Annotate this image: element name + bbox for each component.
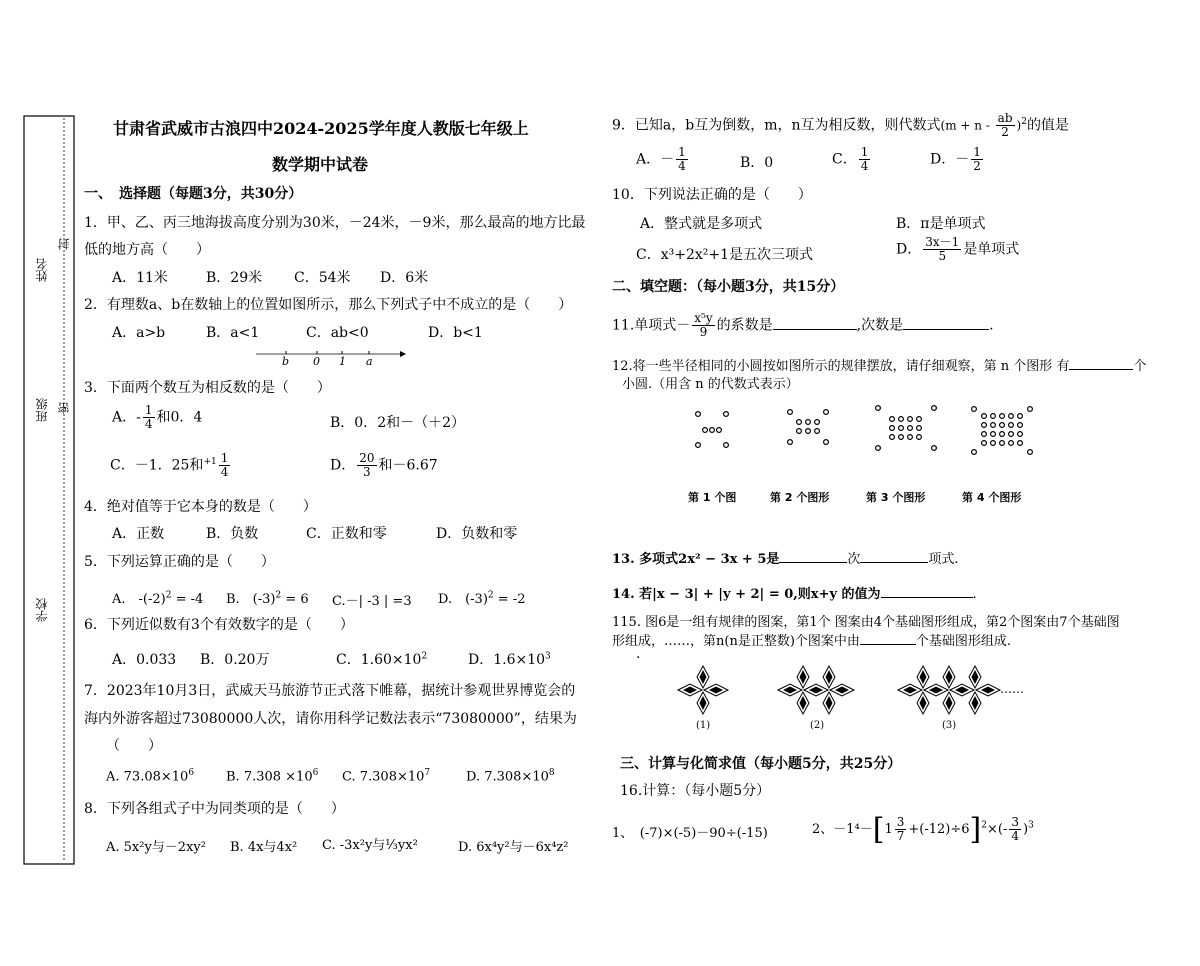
q9-d-num: 1 (973, 145, 981, 159)
q9-stem-pre: 9．已知a，b互为倒数，m，n互为相反数，则代数式 (612, 117, 941, 134)
q12-line1-text: 12.将一些半径相同的小圆按如图所示的规律摆放，请仔细观察，第 n 个图形 有 (612, 359, 1070, 374)
q13-pre: 13. 多项式2x² − 3x + 5是 (612, 552, 780, 567)
q5-option-a (112, 588, 203, 607)
q6-c-exp: 2 (421, 651, 428, 662)
diamond-group-2 (778, 666, 854, 714)
q3-a-rest: 和0．4 (156, 409, 203, 426)
q5-b-rest: = 6 (281, 592, 309, 607)
q10-d-num: 3x－1 (925, 235, 960, 249)
q15-line1: 115. 图6是一组有规律的图案，第1个 图案由4个基础图形组成，第2个图案由7个基础图 (612, 615, 1120, 630)
page-subtitle: 数学期中试卷 (272, 155, 369, 174)
q3-c-sign: +1 (203, 456, 217, 467)
q12-caption-4: 第 4 个图形 (962, 491, 1022, 504)
q9-stem-post: 的值是 (1026, 117, 1069, 134)
q15-line2-pre: 形组成，……，第n(n是正整数)个图案中由 (612, 634, 860, 649)
q16-p2-tden: 4 (1011, 829, 1019, 843)
q6-c-base: C．1.60×10 (336, 652, 422, 668)
q16-p2-tail-fraction (1009, 816, 1021, 843)
q5-b-base: B. (-3) (226, 592, 276, 607)
q12-line1 (612, 355, 1146, 374)
q3-option-d (330, 452, 438, 479)
q7-a-base: A. 73.08×10 (106, 769, 189, 785)
q11-end: . (989, 317, 994, 334)
pattern-2 (788, 410, 829, 445)
q7-line1: 7．2023年10月3日，武威天马旅游节正式落下帷幕，据统计参观世界博览会的 (84, 683, 576, 699)
q8-option-d: D. 6x⁴y²与－6x⁴z² (458, 840, 569, 855)
q8-option-c: C. -3x²y与⅓yx² (322, 838, 418, 853)
section-1-heading: 一、 选择题（每题3分，共30分） (84, 186, 303, 202)
q4-stem: 4．绝对值等于它本身的数是（ ） (84, 499, 317, 515)
q9-option-d (930, 146, 985, 173)
q4-option-c: C．正数和零 (306, 526, 387, 542)
q16-p2-num: 3 (896, 815, 905, 829)
q9-c-fraction (859, 146, 871, 173)
q6-option-d (468, 649, 551, 669)
q16-p2-fraction (895, 816, 907, 843)
q16-part-2 (812, 812, 1034, 847)
q11-pre: 11.单项式－ (612, 317, 691, 334)
q13-end: 项式. (928, 552, 959, 567)
q7-option-a (106, 768, 194, 784)
q11-mid: 的系数是 (716, 317, 773, 334)
q7-b-base: B. 7.308 ×10 (226, 769, 313, 785)
q15-blank[interactable] (860, 644, 916, 645)
q10-option-d (896, 236, 1019, 263)
q7-c-base: C. 7.308×10 (342, 769, 425, 785)
pattern-1 (696, 412, 729, 448)
axis-label-0: 0 (313, 355, 320, 368)
q6-option-c (336, 649, 427, 669)
q5-d-rest: = -2 (493, 592, 526, 607)
q16-left-bracket: [ (872, 812, 885, 847)
q12-caption-1: 第 1 个图 (688, 491, 737, 504)
q9-c-den: 4 (860, 159, 869, 173)
q3-a-sign: - (136, 409, 141, 426)
q3-a-prefix: A． (112, 409, 137, 426)
q4-option-d: D．负数和零 (436, 526, 518, 542)
q9-option-a (636, 146, 690, 173)
q5-stem: 5．下列运算正确的是（ ） (84, 554, 275, 570)
q9-expr-num: ab (997, 111, 1013, 125)
q12-caption-3: 第 3 个图形 (866, 491, 926, 504)
q15-dot: . (636, 646, 641, 662)
q1-line1: 1．甲、乙、丙三地海拔高度分别为30米，－24米，－9米，那么最高的地方比最 (84, 215, 586, 231)
q13-blank-degree[interactable] (779, 562, 847, 563)
q4-option-b: B．负数 (206, 526, 259, 542)
q11-mid2: ,次数是 (856, 317, 904, 334)
q6-d-base: D．1.6×10 (468, 652, 546, 668)
class-label: 班级 (35, 398, 49, 422)
q13-blank-terms[interactable] (860, 562, 928, 563)
q3-option-a (112, 404, 202, 431)
q1-option-c: C．54米 (294, 270, 351, 286)
q3-d-prefix: D． (330, 457, 356, 474)
q3-a-fraction (143, 404, 155, 431)
q3-option-c (110, 452, 232, 479)
q15-caption-2: (2) (810, 720, 825, 731)
q16-p2-tail2: ) (1023, 822, 1029, 837)
seal-feng: 封 (57, 238, 71, 250)
q12-line1-end: 个 (1133, 359, 1147, 374)
q7-option-b (226, 768, 318, 784)
q9-a-num: 1 (678, 145, 686, 159)
q9-stem (612, 112, 1069, 139)
q9-option-b: B．0 (740, 155, 774, 171)
q7-a-exp: 6 (188, 768, 195, 778)
q7-c-exp: 7 (424, 768, 431, 778)
q8-option-a: A. 5x²y与－2xy² (106, 840, 206, 855)
q3-c-num: 1 (220, 451, 229, 465)
q7-line2: 海内外游客超过73080000人次，请你用科学记数法表示“73080000”，结果为 (84, 711, 577, 727)
q14-end: . (972, 587, 977, 602)
seal-mi: 密 (57, 402, 71, 414)
q3-c-fraction (219, 452, 231, 479)
q12-blank[interactable] (1069, 369, 1133, 370)
q6-d-exp: 3 (545, 651, 551, 662)
q9-a-den: 4 (678, 159, 686, 173)
binding-frame (0, 0, 80, 870)
diamond-group-1 (678, 666, 728, 714)
q10-stem: 10．下列说法正确的是（ ） (612, 187, 812, 203)
q5-d-exp: 2 (487, 590, 494, 601)
q16-p2-texp: 3 (1028, 820, 1034, 831)
q16-p2-exp: 2 (981, 820, 987, 831)
q6-stem: 6．下列近似数有3个有效数字的是（ ） (84, 617, 354, 633)
q10-option-b: B．π是单项式 (896, 216, 986, 232)
q11-fraction (692, 312, 714, 339)
q3-d-den: 3 (363, 465, 371, 479)
q9-expr-fraction (996, 112, 1015, 139)
q9-a-prefix: A．－ (636, 151, 675, 168)
q13-mid: 次 (847, 552, 861, 567)
q5-a-exp: 2 (165, 590, 172, 601)
q5-b-exp: 2 (275, 590, 282, 601)
q9-expr-left: (m + n - (940, 118, 994, 133)
q11-line (612, 312, 994, 339)
q9-expr-den: 2 (1001, 125, 1009, 139)
q9-expr-exp: 2 (1021, 116, 1027, 127)
q13-line (612, 548, 959, 567)
q3-stem: 3．下面两个数互为相反数的是（ ） (84, 380, 331, 396)
q16-p2-tnum: 3 (1011, 815, 1019, 829)
q9-a-fraction (676, 146, 688, 173)
q9-option-c (832, 146, 872, 173)
q3-a-den: 4 (144, 417, 153, 431)
q2-option-b: B．a<1 (206, 325, 260, 341)
q14-line (612, 583, 977, 602)
q7-d-exp: 8 (548, 768, 555, 778)
q7-d-base: D. 7.308×10 (466, 769, 549, 785)
q4-option-a: A．正数 (112, 526, 165, 542)
q11-num: x⁵y (694, 311, 713, 325)
q7-b-exp: 6 (312, 768, 319, 778)
axis-label-b: b (282, 355, 290, 368)
section-2-heading: 二、填空题：（每小题3分，共15分） (612, 279, 845, 295)
q11-blank-degree[interactable] (903, 329, 989, 330)
axis-label-1: 1 (339, 355, 346, 368)
q3-d-fraction (357, 452, 376, 479)
diamond-pattern-figure (680, 664, 1000, 724)
q10-d-rest: 是单项式 (963, 241, 1020, 258)
q10-option-c: C．x³+2x²+1是五次三项式 (636, 247, 814, 263)
q7-option-d (466, 768, 555, 784)
q9-d-den: 2 (973, 159, 981, 173)
q1-option-a: A．11米 (112, 270, 168, 286)
q2-stem: 2．有理数a、b在数轴上的位置如图所示，那么下列式子中不成立的是（ ） (84, 297, 573, 313)
q1-option-b: B．29米 (206, 270, 263, 286)
q6-option-b: B．0.20万 (200, 652, 270, 668)
axis-label-a: a (366, 355, 373, 368)
q12-line2: 小圆.（用含 n 的代数式表示） (622, 377, 799, 392)
q16-p2-den: 7 (896, 829, 905, 843)
section-3-heading: 三、计算与化简求值（每小题5分，共25分） (620, 756, 902, 772)
number-line-figure (256, 346, 406, 370)
q3-option-b: B．0．2和－（＋2） (330, 415, 466, 431)
q3-a-num: 1 (144, 403, 153, 417)
q3-c-prefix: C．－1．25和 (110, 457, 204, 474)
q9-d-fraction (971, 146, 983, 173)
q10-d-fraction (923, 236, 961, 263)
q5-option-b (226, 588, 309, 607)
q16-part-1: 1、 (-7)×(-5)－90÷(-15) (612, 826, 768, 841)
q6-option-a: A．0.033 (112, 652, 177, 668)
q15-line2-end: 个基础图形组成. (915, 634, 1012, 649)
page-title: 甘肃省武威市古浪四中2024-2025学年度人教版七年级上 (113, 119, 529, 138)
q1-option-d: D．6米 (380, 270, 429, 286)
q5-option-c: C.－| -3 | =3 (332, 594, 412, 609)
q7-option-c (342, 768, 430, 784)
q15-ellipsis: …… (1000, 682, 1024, 696)
diamond-group-3 (898, 666, 1000, 714)
q7-line3: （ ） (106, 738, 162, 754)
q10-d-prefix: D． (896, 241, 922, 258)
q5-a-base: A. -(-2) (112, 592, 166, 607)
q8-option-b: B. 4x与4x² (230, 840, 298, 855)
q10-option-a: A．整式就是多项式 (640, 216, 763, 232)
circle-pattern-figure (680, 400, 1040, 470)
q9-c-prefix: C． (832, 151, 857, 168)
q3-d-num: 20 (359, 451, 375, 465)
q15-line2 (612, 630, 1011, 649)
q3-c-den: 4 (220, 465, 229, 479)
q2-option-c: C．ab<0 (306, 325, 369, 341)
q16-right-bracket: ] (969, 812, 982, 847)
q5-a-rest: = -4 (171, 592, 204, 607)
school-label: 学校 (35, 598, 49, 622)
name-label: 姓名 (35, 258, 49, 282)
q11-den: 9 (699, 325, 708, 339)
q8-stem: 8．下列各组式子中为同类项的是（ ） (84, 801, 345, 817)
q10-d-den: 5 (938, 249, 947, 263)
q5-option-d (438, 588, 525, 607)
pattern-3 (876, 406, 937, 451)
q9-c-num: 1 (860, 145, 869, 159)
q16-stem: 16.计算：（每小题5分） (620, 783, 771, 799)
q14-pre: 14. 若|x − 3| + |y + 2| = 0,则x+y 的值为 (612, 587, 881, 602)
q2-option-a: A．a>b (112, 325, 166, 341)
pattern-4 (972, 407, 1033, 455)
q12-caption-2: 第 2 个图形 (770, 491, 830, 504)
q5-d-base: D. (-3) (438, 592, 488, 607)
q16-p2-tail: ×(- (987, 822, 1008, 837)
q16-p2-pre: 2、－1⁴－ (812, 822, 873, 837)
q2-option-d: D．b<1 (428, 325, 483, 341)
q9-d-prefix: D．－ (930, 151, 970, 168)
q15-caption-3: (3) (942, 720, 957, 731)
q3-d-rest: 和－6.67 (378, 457, 438, 474)
q16-p2-mid: +(-12)÷6 (908, 822, 970, 837)
q9-expr-right: ) (1016, 118, 1022, 133)
q1-line2: 低的地方高（ ） (84, 242, 210, 258)
q14-blank[interactable] (881, 597, 973, 598)
q15-caption-1: (1) (696, 720, 711, 731)
q16-p2-whole: 1 (884, 822, 893, 837)
q11-blank-coefficient[interactable] (773, 329, 857, 330)
